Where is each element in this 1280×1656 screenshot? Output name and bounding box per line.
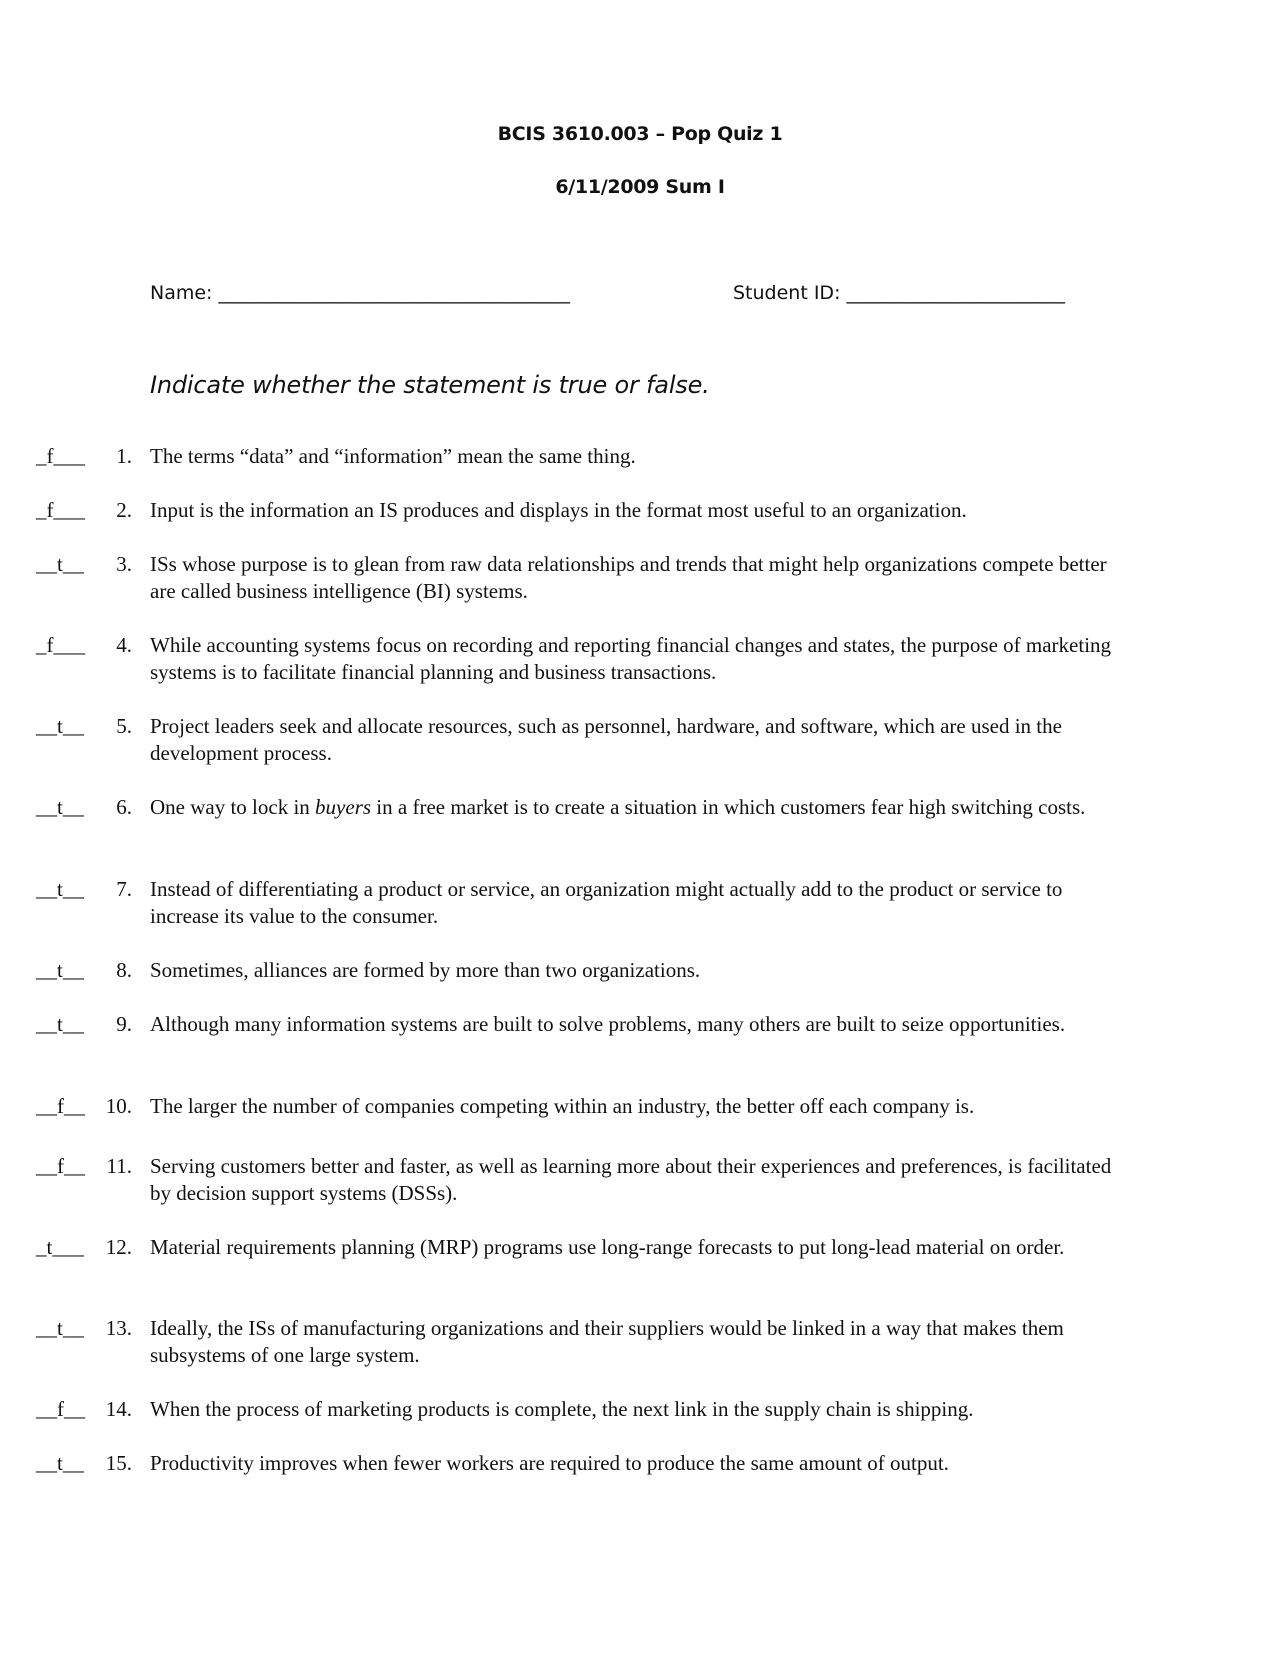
answer-blank: __t__ [36,877,84,901]
question-text: While accounting systems focus on recording and reporting financial changes and states, the purpose of marketing systems is to facilitate financial planning and business transactions. [150,633,1112,684]
answer-blank: _f___ [36,498,85,522]
answer-blank: _f___ [36,444,85,468]
answer-blank: __t__ [36,1012,84,1036]
question-text: Instead of differentiating a product or service, an organization might actually add to the product or service to increase its value to the consumer. [150,877,1063,928]
answer-blank: __f__ [36,1094,85,1118]
question-number: 4. [116,633,132,657]
question-text [150,794,1130,821]
question-number: 2. [116,498,132,522]
answer-blank: __t__ [36,552,84,576]
question-number: 3. [116,552,132,576]
question-number: 11. [106,1154,132,1178]
question-number: 6. [116,795,132,819]
question-text: Although many information systems are built to solve problems, many others are built to seize opportunities. [150,1012,1066,1036]
question-text: ISs whose purpose is to glean from raw data relationships and trends that might help organizations compete better are called business intelligence (BI) systems. [150,552,1107,603]
question-number: 9. [116,1012,132,1036]
question-number: 12. [105,1235,132,1259]
answer-blank: _f___ [36,633,85,657]
question-text: Input is the information an IS produces and displays in the format most useful to an organization. [150,498,967,522]
quiz-date: 6/11/2009 Sum I [555,176,725,198]
answer-blank: _t___ [36,1235,84,1259]
answer-blank: __t__ [36,1316,84,1340]
name-field: Name: _____________________________________ [150,282,570,304]
question-text-part: in a free market is to create a situation in which customers fear high switching costs. [371,795,1086,819]
question-text: Productivity improves when fewer workers are required to produce the same amount of output. [150,1451,949,1475]
answer-blank: __t__ [36,1451,84,1475]
question-number: 14. [105,1397,132,1421]
question-text: Project leaders seek and allocate resources, such as personnel, hardware, and software, which are used in the development process. [150,714,1062,765]
question-text: The terms “data” and “information” mean the same thing. [150,444,636,468]
answer-blank: __t__ [36,958,84,982]
question-number: 13. [105,1316,132,1340]
question-text: Serving customers better and faster, as well as learning more about their experiences and preferences, is facilitated by decision support systems (DSSs). [150,1154,1112,1205]
answer-blank: __t__ [36,795,84,819]
question-text: Ideally, the ISs of manufacturing organizations and their suppliers would be linked in a way that makes them subsystems of one large system. [150,1316,1064,1367]
answer-blank: __t__ [36,714,84,738]
answer-blank: __f__ [36,1397,85,1421]
instructions: Indicate whether the statement is true or false. [150,371,710,399]
question-number: 10. [105,1094,132,1118]
question-number: 5. [116,714,132,738]
question-text-part: One way to lock in [150,795,316,819]
question-number: 1. [116,444,132,468]
question-number: 7. [116,877,132,901]
student-id-field: Student ID: _______________________ [733,282,1066,304]
page-title: BCIS 3610.003 – Pop Quiz 1 [497,123,783,145]
question-text-emphasis: buyers [315,795,372,819]
question-text: Material requirements planning (MRP) programs use long-range forecasts to put long-lead material on order. [150,1235,1065,1259]
answer-blank: __f__ [36,1154,85,1178]
question-number: 8. [116,958,132,982]
question-text: Sometimes, alliances are formed by more than two organizations. [150,958,701,982]
question-text: The larger the number of companies competing within an industry, the better off each company is. [150,1094,975,1118]
question-text: When the process of marketing products is complete, the next link in the supply chain is shipping. [150,1397,974,1421]
question-number: 15. [105,1451,132,1475]
